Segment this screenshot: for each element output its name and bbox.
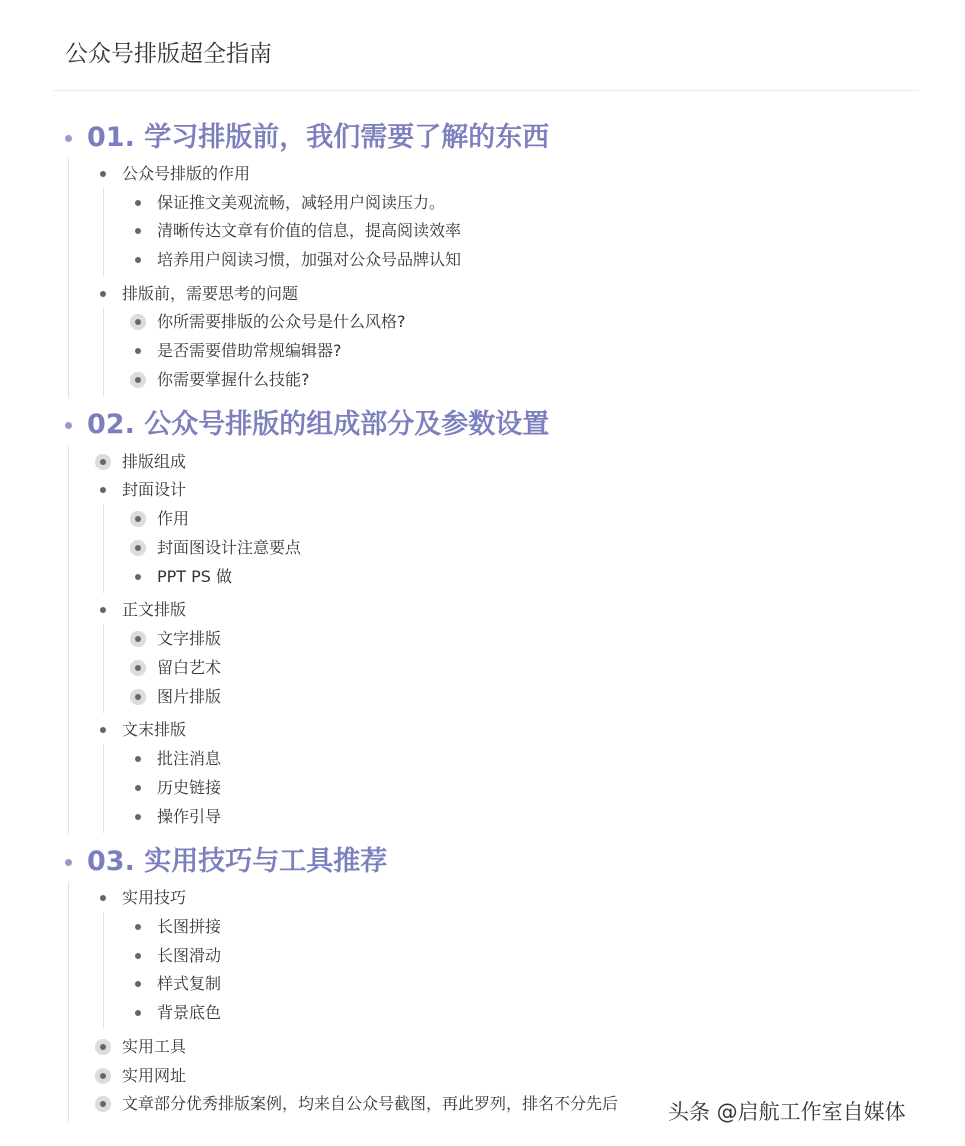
outline-item: 实用工具: [122, 1037, 187, 1056]
item-guide-line: [103, 912, 104, 1029]
outline-subitem: 你需要掌握什么技能?: [157, 370, 310, 389]
outline-item: 封面设计: [122, 480, 187, 499]
item-guide-line: [103, 504, 104, 593]
outline-subitem: 历史链接: [157, 778, 222, 797]
bullet-dot-icon[interactable]: [100, 727, 106, 733]
bullet-dot-icon[interactable]: [135, 953, 141, 959]
item-guide-line: [103, 188, 104, 276]
item-guide-line: [103, 624, 104, 713]
section-heading: 01. 学习排版前，我们需要了解的东西: [87, 122, 550, 153]
bullet-dot-icon[interactable]: [100, 607, 106, 613]
outline-item: 实用技巧: [122, 888, 187, 907]
bullet-dot-icon[interactable]: [135, 200, 141, 206]
collapsed-bullet-icon[interactable]: [135, 665, 141, 671]
bullet-dot-icon[interactable]: [135, 756, 141, 762]
section-bullet-icon[interactable]: [65, 859, 72, 866]
item-guide-line: [103, 744, 104, 833]
outline-item: 文末排版: [122, 720, 187, 739]
bullet-dot-icon[interactable]: [100, 291, 106, 297]
outline-subitem: 留白艺术: [157, 658, 222, 677]
bullet-dot-icon[interactable]: [100, 171, 106, 177]
collapsed-bullet-icon[interactable]: [135, 377, 141, 383]
section-guide-line: [68, 445, 69, 835]
outline-subitem: 文字排版: [157, 629, 222, 648]
outline-subitem: 长图拼接: [157, 917, 222, 936]
section-bullet-icon[interactable]: [65, 135, 72, 142]
outline-subitem: PPT PS 做: [157, 567, 233, 586]
outline-item: 文章部分优秀排版案例，均来自公众号截图，再此罗列，排名不分先后: [122, 1094, 619, 1113]
bullet-dot-icon[interactable]: [135, 981, 141, 987]
bullet-dot-icon[interactable]: [135, 1010, 141, 1016]
outline-subitem: 作用: [157, 509, 190, 528]
outline-subitem: 样式复制: [157, 974, 222, 993]
collapsed-bullet-icon[interactable]: [135, 694, 141, 700]
outline-item: 排版组成: [122, 452, 187, 471]
outline-item: 实用网址: [122, 1066, 187, 1085]
outline-subitem: 你所需要排版的公众号是什么风格?: [157, 312, 406, 331]
bullet-dot-icon[interactable]: [100, 487, 106, 493]
outline-subitem: 批注消息: [157, 749, 222, 768]
outline-subitem: 封面图设计注意要点: [157, 538, 302, 557]
collapsed-bullet-icon[interactable]: [100, 1044, 106, 1050]
section-heading: 03. 实用技巧与工具推荐: [87, 846, 388, 877]
bullet-dot-icon[interactable]: [135, 228, 141, 234]
section-guide-line: [68, 158, 69, 398]
bullet-dot-icon[interactable]: [135, 257, 141, 263]
outline-item: 公众号排版的作用: [122, 164, 251, 183]
watermark: 头条 @启航工作室自媒体: [668, 1100, 906, 1124]
bullet-dot-icon[interactable]: [135, 814, 141, 820]
outline-subitem: 保证推文美观流畅，减轻用户阅读压力。: [157, 193, 446, 212]
bullet-dot-icon[interactable]: [135, 785, 141, 791]
outline-subitem: 培养用户阅读习惯，加强对公众号品牌认知: [157, 250, 462, 269]
outline-subitem: 背景底色: [157, 1003, 222, 1022]
collapsed-bullet-icon[interactable]: [100, 1073, 106, 1079]
outline-subitem: 长图滑动: [157, 946, 222, 965]
collapsed-bullet-icon[interactable]: [135, 516, 141, 522]
outline-item: 排版前，需要思考的问题: [122, 284, 299, 303]
outline-subitem: 操作引导: [157, 807, 222, 826]
section-heading: 02. 公众号排版的组成部分及参数设置: [87, 409, 550, 440]
bullet-dot-icon[interactable]: [135, 574, 141, 580]
section-guide-line: [68, 882, 69, 1122]
page-title: 公众号排版超全指南: [65, 41, 272, 67]
outline-subitem: 是否需要借助常规编辑器?: [157, 341, 342, 360]
bullet-dot-icon[interactable]: [100, 895, 106, 901]
collapsed-bullet-icon[interactable]: [100, 1101, 106, 1107]
collapsed-bullet-icon[interactable]: [135, 545, 141, 551]
outline-subitem: 清晰传达文章有价值的信息，提高阅读效率: [157, 221, 462, 240]
bullet-dot-icon[interactable]: [135, 924, 141, 930]
section-bullet-icon[interactable]: [65, 422, 72, 429]
outline-subitem: 图片排版: [157, 687, 222, 706]
collapsed-bullet-icon[interactable]: [100, 459, 106, 465]
collapsed-bullet-icon[interactable]: [135, 319, 141, 325]
bullet-dot-icon[interactable]: [135, 348, 141, 354]
collapsed-bullet-icon[interactable]: [135, 636, 141, 642]
outline-item: 正文排版: [122, 600, 187, 619]
item-guide-line: [103, 308, 104, 396]
